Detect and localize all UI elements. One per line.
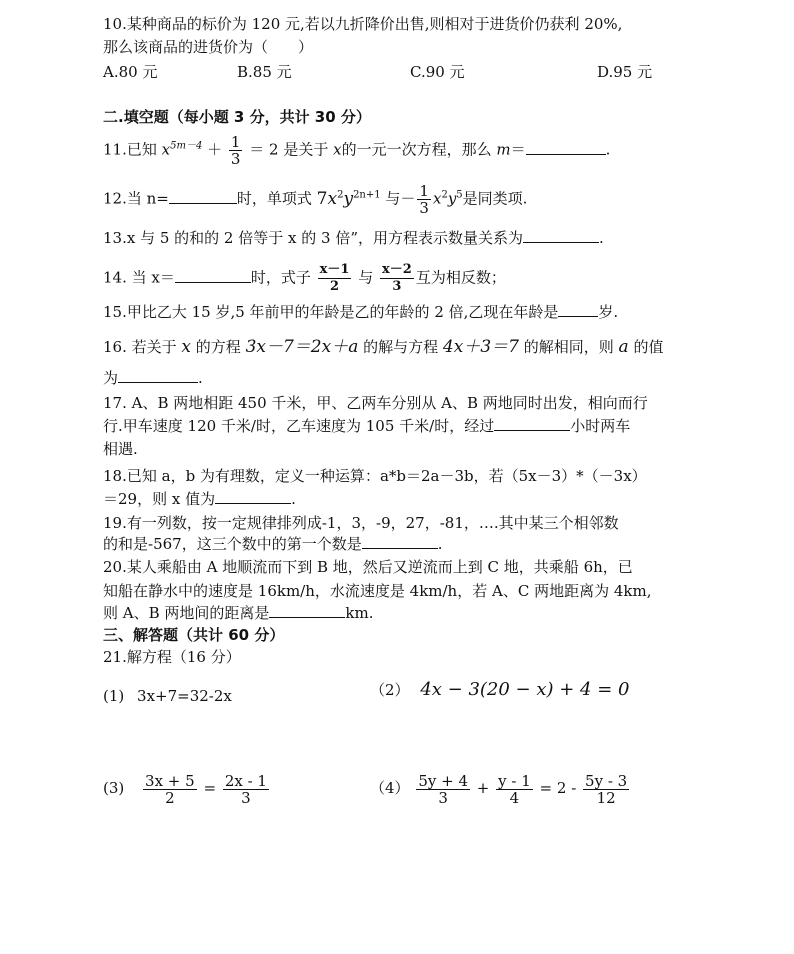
q12-end: 是同类项. bbox=[462, 189, 528, 208]
q16-mid-3: 的解相同，则 bbox=[523, 338, 614, 356]
q12-with: 与 bbox=[385, 189, 401, 208]
q16-a: a bbox=[618, 337, 629, 357]
question-20-line-3 bbox=[103, 603, 374, 623]
q15-text: 15.甲比乙大 15 岁,5 年前甲的年龄是乙的年龄的 2 倍,乙现在年龄是 bbox=[103, 303, 559, 321]
question-20-line-1: 20.某人乘船由 A 地顺流而下到 B 地，然后又逆流而上到 C 地，共乘船 6h，已 bbox=[103, 558, 633, 576]
q18-line2-prefix: ＝29，则 x 值为 bbox=[103, 490, 216, 508]
question-11 bbox=[103, 134, 610, 167]
question-17-line-1: 17. A、B 两地相距 450 千米，甲、乙两车分别从 A、B 两地同时出发，相向而行 bbox=[103, 394, 648, 412]
q14-fraction-2: $\frac{x-2}{3}$ bbox=[382, 262, 412, 294]
q16-equation-2: 4x＋3＝7 bbox=[442, 337, 519, 357]
q11-end: . bbox=[605, 140, 611, 159]
answer-blank-17[interactable] bbox=[494, 416, 570, 431]
q11-m: m bbox=[496, 140, 511, 159]
q19-line2-end: . bbox=[437, 535, 443, 553]
problem-4-fraction-c: $\frac{5y - 3}{12}$ bbox=[585, 771, 628, 807]
q18-line2-end: . bbox=[291, 490, 296, 508]
q16-mid-2: 的解与方程 bbox=[363, 338, 439, 356]
answer-blank-11[interactable] bbox=[526, 140, 606, 155]
option-d: D.95 元 bbox=[597, 63, 653, 81]
answer-blank-12[interactable] bbox=[169, 189, 237, 204]
problem-3-left-fraction: $\frac{3x + 5}{2}$ bbox=[145, 771, 195, 807]
q12-monomial-1: $7x^2y^{2n+1}$ bbox=[316, 188, 381, 209]
q20-line3-end: km. bbox=[345, 604, 374, 622]
problem-4-equals: = 2 - bbox=[539, 779, 577, 797]
q17-line2-end: 小时两车 bbox=[570, 417, 631, 435]
problem-4-fraction-a: $\frac{5y + 4}{3}$ bbox=[418, 771, 468, 807]
q12-y: y bbox=[447, 189, 457, 208]
q16-variable: x bbox=[181, 337, 191, 357]
question-10-line-1: 10.某种商品的标价为 120 元,若以九折降价出售,则相对于进货价仍获利 20%, bbox=[103, 15, 623, 33]
question-10-line-2: 那么该商品的进货价为（ ） bbox=[103, 38, 314, 56]
section-3-title: 三、解答题（共计 60 分） bbox=[103, 626, 285, 644]
question-14 bbox=[103, 262, 506, 295]
q12-mid: 时，单项式 bbox=[236, 189, 312, 208]
question-20-line-2: 知船在静水中的速度是 16km/h，水流速度是 4km/h，若 A、C 两地距离为 4km, bbox=[103, 582, 652, 600]
q13-end: . bbox=[599, 229, 604, 247]
q20-line3-prefix: 则 A、B 两地间的距离是 bbox=[103, 604, 270, 622]
q11-fraction: $\frac{1}{3}$ bbox=[230, 133, 241, 168]
q11-mid: 的一元一次方程，那么 bbox=[341, 140, 492, 159]
q12-neg: － bbox=[400, 189, 416, 208]
answer-blank-13[interactable] bbox=[523, 228, 599, 243]
problem-3 bbox=[103, 770, 271, 806]
question-18-line-2 bbox=[103, 489, 296, 509]
problem-4-fraction-b: $\frac{y - 1}{4}$ bbox=[498, 771, 531, 807]
problem-2-equation: 4x − 3(20 − x) + 4 = 0 bbox=[420, 679, 630, 700]
question-12: 12.当 n= 时，单项式 $7x^2y^{2n+1}$ 与－ $\frac{1}{3}$ $x^2y^5$是同类项. bbox=[103, 182, 528, 217]
option-b: B.85 元 bbox=[237, 63, 292, 81]
problem-1-label: (1) bbox=[103, 687, 125, 705]
q19-line2-prefix: 的和是-567，这三个数中的第一个数是 bbox=[103, 535, 362, 553]
problem-4-plus: + bbox=[476, 779, 490, 797]
problem-2-label: （2） bbox=[370, 681, 410, 699]
problem-1-equation: 3x+7=32-2x bbox=[137, 687, 232, 705]
question-17-line-2 bbox=[103, 416, 630, 436]
problem-1 bbox=[103, 686, 232, 706]
q14-prefix: 14. 当 x＝ bbox=[103, 268, 175, 287]
q12-fraction: $\frac{1}{3}$ bbox=[419, 182, 429, 217]
q11-plus: ＋ bbox=[207, 140, 223, 159]
q11-equation-rest: ＝ 2 是关于 bbox=[249, 140, 329, 159]
question-16-line-1 bbox=[103, 337, 663, 357]
problem-3-right-fraction: $\frac{2x - 1}{3}$ bbox=[224, 771, 267, 807]
q11-prefix: 11.已知 bbox=[103, 140, 157, 159]
q16-line2-prefix: 为 bbox=[103, 369, 119, 387]
question-21-title: 21.解方程（16 分） bbox=[103, 648, 241, 666]
question-17-line-3: 相遇. bbox=[103, 440, 138, 458]
q14-end: 互为相反数； bbox=[415, 268, 506, 287]
q16-mid-1: 的方程 bbox=[195, 338, 241, 356]
option-c: C.90 元 bbox=[410, 63, 465, 81]
question-19-line-1: 19.有一列数，按一定规律排列成-1，3，-9，27，-81，….其中某三个相邻数 bbox=[103, 514, 619, 532]
q11-equals: ＝ bbox=[510, 140, 526, 159]
problem-2 bbox=[370, 680, 630, 700]
problem-4 bbox=[370, 770, 631, 806]
problem-3-label: (3) bbox=[103, 779, 125, 797]
question-16-line-2 bbox=[103, 368, 203, 388]
answer-blank-15[interactable] bbox=[558, 302, 598, 317]
q12-prefix: 12.当 n= bbox=[103, 189, 169, 208]
problem-3-equals: = bbox=[203, 779, 217, 797]
q14-fraction-1: $\frac{x-1}{2}$ bbox=[319, 262, 350, 294]
question-13 bbox=[103, 228, 604, 248]
q14-mid: 时，式子 bbox=[250, 268, 311, 287]
problem-4-label: （4） bbox=[370, 779, 410, 797]
q16-equation-1: 3x－7＝2x＋a bbox=[245, 337, 359, 357]
q14-and: 与 bbox=[358, 268, 374, 287]
q11-base: x bbox=[161, 140, 171, 159]
q12-x: x bbox=[432, 189, 442, 208]
q13-text: 13.x 与 5 的和的 2 倍等于 x 的 3 倍”，用方程表示数量关系为 bbox=[103, 229, 523, 247]
question-15 bbox=[103, 302, 618, 322]
q16-line2-end: . bbox=[198, 369, 203, 387]
question-18-line-1: 18.已知 a，b 为有理数，定义一种运算：a*b＝2a－3b，若（5x－3）*（－3x） bbox=[103, 467, 647, 485]
section-2-title: 二.填空题（每小题 3 分，共计 30 分） bbox=[103, 108, 371, 126]
q17-line2-prefix: 行.甲车速度 120 千米/时，乙车速度为 105 千米/时，经过 bbox=[103, 417, 495, 435]
answer-blank-16[interactable] bbox=[118, 368, 198, 383]
q16-end-1: 的值 bbox=[633, 338, 664, 356]
option-a: A.80 元 bbox=[103, 63, 158, 81]
answer-blank-19[interactable] bbox=[362, 534, 438, 549]
answer-blank-18[interactable] bbox=[215, 489, 291, 504]
question-19-line-2 bbox=[103, 534, 442, 554]
answer-blank-14[interactable] bbox=[175, 268, 251, 283]
q16-prefix: 16. 若关于 bbox=[103, 338, 177, 356]
q11-exponent: 5m－4 bbox=[170, 140, 203, 152]
q11-variable: x bbox=[333, 140, 342, 159]
q15-end: 岁. bbox=[598, 303, 619, 321]
answer-blank-20[interactable] bbox=[269, 603, 345, 618]
